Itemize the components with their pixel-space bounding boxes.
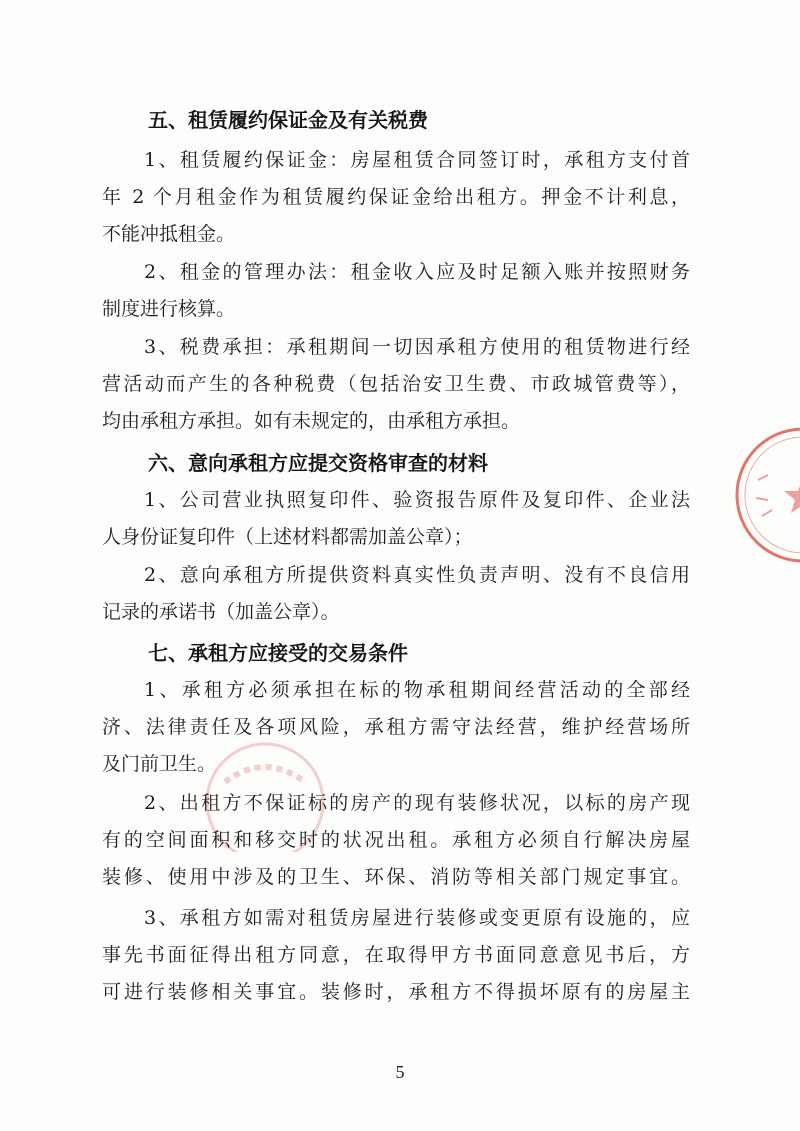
paragraph-5-3 <box>102 329 690 440</box>
paragraph-5-2 <box>102 254 690 328</box>
section-heading-7: 七、承租方应接受的交易条件 <box>148 641 408 665</box>
paragraph-7-2 <box>102 785 690 896</box>
text-line: 记录的承诺书（加盖公章）。 <box>102 601 340 623</box>
paragraph-6-2 <box>102 557 690 631</box>
text-line: 可进行装修相关事宜。装修时，承租方不得损坏原有的房屋主 <box>102 981 690 1003</box>
section-heading-5: 五、租赁履约保证金及有关税费 <box>148 108 428 132</box>
official-seal-icon <box>728 420 800 570</box>
section-heading-6: 六、意向承租方应提交资格审查的材料 <box>148 451 488 475</box>
paragraph-6-1 <box>102 482 690 556</box>
text-line: 制度进行核算。 <box>102 298 236 320</box>
text-line: 2、出租方不保证标的房产的现有装修状况，以标的房产现 <box>144 792 690 814</box>
text-line: 3、承租方如需对租赁房屋进行装修或变更原有设施的，应 <box>144 907 690 929</box>
text-line: 营活动而产生的各种税费（包括治安卫生费、市政城管费等）， <box>102 373 690 395</box>
text-line: 2、意向承租方所提供资料真实性负责声明、没有不良信用 <box>144 564 690 586</box>
text-line: 有的空间面积和移交时的状况出租。承租方必须自行解决房屋 <box>102 829 690 851</box>
text-line: 1、公司营业执照复印件、验资报告原件及复印件、企业法 <box>144 489 690 511</box>
text-line: 人身份证复印件（上述材料都需加盖公章）； <box>102 526 473 548</box>
text-line: 年 2 个月租金作为租赁履约保证金给出租方。押金不计利息， <box>102 186 690 208</box>
paragraph-5-1 <box>102 142 690 253</box>
text-line: 装修、使用中涉及的卫生、环保、消防等相关部门规定事宜。 <box>102 866 690 888</box>
paragraph-7-3 <box>102 900 690 1011</box>
page-number: 5 <box>395 1062 405 1082</box>
text-line: 不能冲抵租金。 <box>102 223 236 245</box>
text-line: 2、租金的管理办法：租金收入应及时足额入账并按照财务 <box>144 261 690 283</box>
text-line: 1、租赁履约保证金：房屋租赁合同签订时，承租方支付首 <box>144 149 690 171</box>
text-line: 1、承租方必须承担在标的物承租期间经营活动的全部经 <box>144 679 690 701</box>
text-line: 3、税费承担：承租期间一切因承租方使用的租赁物进行经 <box>144 336 690 358</box>
text-line: 济、法律责任及各项风险，承租方需守法经营，维护经营场所 <box>102 716 690 738</box>
paragraph-7-1 <box>102 672 690 783</box>
text-line: 均由承租方承担。如有未规定的，由承租方承担。 <box>102 410 521 432</box>
text-line: 事先书面征得出租方同意，在取得甲方书面同意意见书后，方 <box>102 944 690 966</box>
text-line: 及门前卫生。 <box>102 753 217 775</box>
